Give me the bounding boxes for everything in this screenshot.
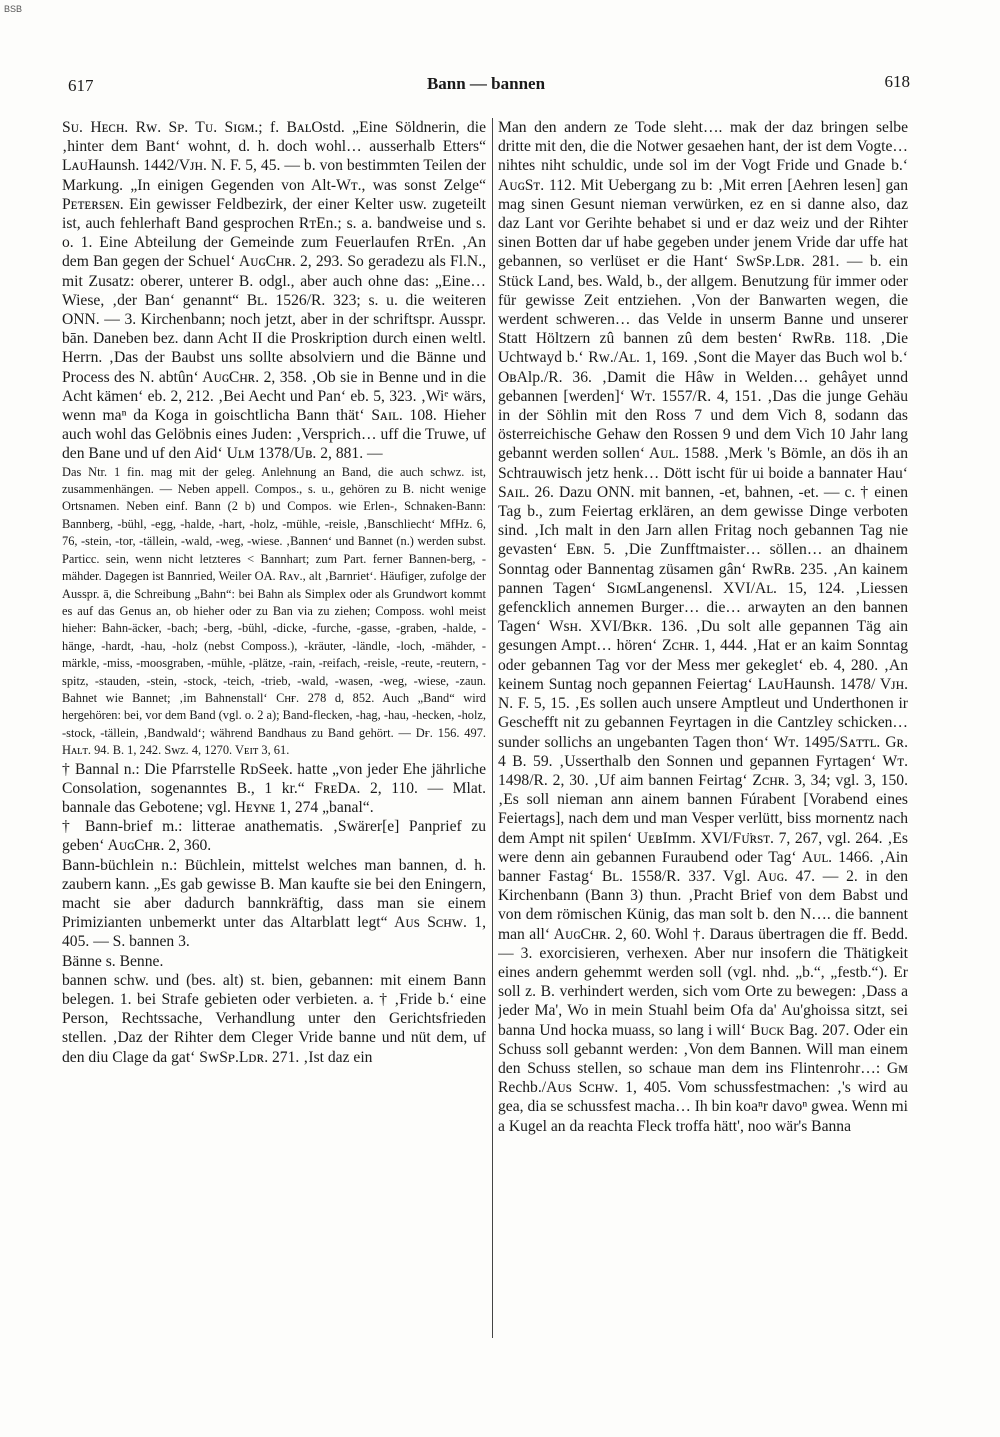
dictionary-paragraph: Bänne s. Benne. — [62, 952, 164, 970]
library-stamp: BSB — [4, 4, 23, 14]
page-number-right: 618 — [884, 72, 910, 91]
page-header — [62, 70, 910, 100]
dictionary-paragraph: Bann-büchlein n.: Büchlein, mittelst welches man bannen, d. h. zaubern kann. „Es gab gewisse B. Man kaufte sie bei den Eningern, macht sie aber dadurch bannkräftig, dass man sie einem Primizianten unbemerkt unter das Altarblatt legt“ Aᴜs Sᴄʜᴡ. 1, 405. — S. bannen 3. — [62, 856, 486, 951]
page-number-left: 617 — [68, 76, 94, 95]
dictionary-paragraph: bannen schw. und (bes. alt) st. bien, gebannen: mit einem Bann belegen. 1. bei Strafe gebieten oder verbieten. a. † ‚Fride b.‘ eine Person, Rechtssache, Verhandlung unter den Gerichtsfrieden stellen. ‚Daz der Rihter dem Cleger Vride banne und nüt dem, uf den diu Clage da gat‘ SᴡSᴘ.Lᴅʀ. 271. ‚Ist daz ein — [62, 971, 486, 1066]
footnote-paragraph: Das Ntr. 1 fin. mag mit der geleg. Anlehnung an Band, die auch schwz. ist, zusammenhängen. — Neben appell. Compos., s. u., gehören zu B. nicht wenige Ortsnamen. Neben einf. Bann (2 b) und Compos. wie Erlen-, Schnaken-Bann: Bannberg, -bühl, -egg, -halde, -hart, -holz, -mühle, -reisle, ‚Banschliecht‘ MfHz. 6, 76, -stein, -tor, -tällein, -wald, -weg, -wiese. ‚Bannen‘ und Bannet (n.) werden subst. Particc. sein, wenn nicht letzteres < Bannhart; zum Part. ferner Bannen-berg, -mähder. Dagegen ist Bannried, Weiler OA. Rᴀᴠ., alt ‚Barnriet‘. Häufiger, zufolge der Ausspr. ā, die Schreibung „Bahn“: bei Bahn als Simplex oder als Grundwort kommt es auf das Genus an, ob hieher oder zu Ban via zu ziehen; Composs. wohl meist hieher: Bahn-äcker, -bach; -berg, -bühl, -dicke, -furche, -gasse, -graben, -halde, -hänge, -hardt, -hau, -holz (nebst Composs.), -kräuter, -ländle, -loch, -mähder, -märkle, -miss, -moosgraben, -mühle, -plätze, -rain, -reifach, -reisle, -reute, -reutern, -spitz, -stauden, -stein, -stock, -teich, -trieb, -wald, -wasen, -weg, -wiese, -zaun. Bahnet wie Bannet; ‚im Bahnenstall‘ Cʜғ. 278 d, 852. Auch „Band“ wird hergehören: bei, vor dem Band (vgl. o. 2 a); Band-flecken, -hag, -hau, -hecken, -holz, -stock, -tällein, ‚Bandwald‘; während Bandhaus zu Band gehört. — Dғ. 156. 497. Hᴀʟᴛ. 94. B. 1, 242. Sᴡᴢ. 4, 1270. Vᴇɪᴛ 3, 61. — [62, 464, 486, 758]
dictionary-paragraph: Sᴜ. Hᴇᴄʜ. Rᴡ. Sᴘ. Tᴜ. Sɪɢᴍ.; f. BᴀʟOstd. „Eine Söldnerin, die ‚hinter dem Bant‘ wohnt, d. h. doch wohl… ausserhalb Etters“ LᴀᴜHaunsh. 1442/Vᴊʜ. N. F. 5, 45. — b. von bestimmten Teilen der Markung. „In einigen Gegenden von Alt-Wᴛ., was sonst Zelge“ Pᴇᴛᴇʀsᴇɴ. Ein gewisser Feldbezirk, der einer Kelter usw. zugeteilt ist, auch fehlerhaft Band gesprochen RᴛEn.; s. a. bandweise und s. o. 1. Eine Abteilung der Gemeinde zum Feuerlaufen RᴛEn. ‚An dem Ban gegen der Schuel‘ AᴜɢCʜʀ. 2, 293. So geradezu als Fl.N., mit Zusatz: oberer, unterer B. odgl., aber auch ohne das: „Eine… Wiese, ‚der Ban‘ genannt“ Bʟ. 1526/R. 323; s. u. die weiteren ONN. — 3. Kirchenbann; noch jetzt, aber in der schriftspr. Ausspr. bān. Daneben bez. dann Acht II die Proskription durch einen weltl. Herrn. ‚Das der Baubst uns sollte absolviern und die Bänne und Process des N. abtûn‘ AᴜɢCʜʀ. 2, 358. ‚Ob sie in Benne und in die Acht kämen‘ eb. 2, 212. ‚Bei Aecht und Pan‘ eb. 5, 323. ‚Wiᵉ wärs, wenn maⁿ da Koga in goischtlicha Bann thät‘ Sᴀɪʟ. 108. Hieher auch wohl das Gelöbnis eines Juden: ‚Versprich… uff die Truwe, uf den Bane und uf den Aid‘ Uʟᴍ 1378/Uʙ. 2, 881. — — [62, 119, 486, 463]
dictionary-paragraph: Man den andern ze Tode sleht…. mak der daz bringen selbe dritte mit den, die die Notwer gesaehen hant, der ist dem Vogte… nihtes niht schuldic, unde sol im der Vogt Fride und Gnade b.‘ AᴜɢSᴛ. 112. Mit Uebergang zu b: ‚Mit erren [Aehren lesen] gan mag sinen Gesunt nieman verwürken, ez en si danne also, daz daz Lant vor Gerihte behabet si und er daz weiz und der Rihter sinen Botten dar uf habe gegeben under jenem Vride dar uffe hat gebannen, so verlüset er die Hant‘ SᴡSᴘ.Lᴅʀ. 281. — b. ein Stück Land, bes. Wald, b., der allgem. Benutzung für immer oder für gewisse Zeit entziehen. ‚Von der Banwarten wegen, die werdent schweren… das Velde in unserm Banne und unserer Statt Höltzern zû bannen zû dem besten‘ RᴡRʙ. 118. ‚Die Uchtwayd b.‘ Rᴡ./Aʟ. 1, 169. ‚Sont die Mayer das Buch wol b.‘ OʙAlp./R. 36. ‚Damit die Hâw in Welden… gehâyet unnd gebannen [werden]‘ Wᴛ. 1557/R. 4, 151. ‚Das die junge Gehäu in der Söhlin mit den Ross 7 und dem Vich 8, sodann das österreichische Gehaw den Rossen 9 und dem Vich 10 Jahr lang gebannt werden sollen‘ Aᴜʟ. 1588. ‚Merk 's Bömle, an dös ih an Schtrauwisch jetz henk… Dött ischt für ui boide a bannater Hau‘ Sᴀɪʟ. 26. Dazu ONN. mit bannen, -et, bahnen, -et. — c. † einen Tag b., zum Feiertag erklären, an dem gewisse Dinge verboten sind. ‚Ich malt in den Jarn allen Fritag noch gebannen Tag nie gevasten‘ Eʙɴ. 5. ‚Die Zunfftmaister… söllen… an dhainem Sonntag oder Bannentag züsamen gân‘ RᴡRʙ. 235. ‚An kainem pannen Tagen‘ SɪɢᴍLangenensl. XVI/Aʟ. 15, 124. ‚Liessen gefencklich annemen Burger… die… arwayten an den bannen Tagen‘ Wsʜ. XVI/Bᴋʀ. 136. ‚Du solt alle gepannen Täg ain gesungen Ampt… hören‘ Zᴄʜʀ. 1, 444. ‚Hat er an kaim Sonntag oder gebannen Tag vor der Mess mer gekeglet‘ eb. 4, 280. ‚An keinem Suntag noch gepannen Feiertag‘ LᴀᴜHaunsh. 1478/ Vᴊʜ. N. F. 5, 15. ‚Es sollen auch unsere Amptleut und Underthonen ir Geschefft nit zu gebannen Feyrtagen in die Cantzley schicken… sunder sollichs an ungebanten Tagen thon‘ Wᴛ. 1495/Sᴀᴛᴛʟ. Gʀ. 4 B. 59. ‚Usserthalb den Sonnen und gepannen Fyrtagen‘ Wᴛ. 1498/R. 2, 30. ‚Uf aim bannen Feirtag‘ Zᴄʜʀ. 3, 34; vgl. 3, 150. ‚Es soll nieman ann ainem bannen Fúrabent [Vorabend eines Feiertags], nach dem und man Vesper verlütt, biss mornentz nach dem Ampt nit spilen‘ UᴇʙImm. XVI/Fᴜ̈ʀsᴛ. 7, 267, vgl. 264. ‚Es were denn ain gebannen Furaubend oder Tag‘ Aᴜʟ. 1466. ‚Ain banner Fastag‘ Bʟ. 1558/R. 337. Vgl. Aᴜɢ. 47. — 2. in den Kirchenbann (Bann 3) thun. ‚Pracht Brief von dem Babst und von dem römischen Künig, das man solt b. den N…. die bannent man all‘ AᴜɢCʜʀ. 2, 60. Wohl †. Daraus übertragen die ff. Bedd. — 3. exorcisieren, verhexen. Aber nur insofern die Thätigkeit eines andern gehemmt werden soll (vgl. nhd. „b.“, „festb.“). Er soll z. B. verhindert werden, sich vom Orte zu bewegen: ‚Dass a jeder Ma', Wo in mein Stuahl beim Ofa da' Au'ghoissa sitzt, sei banna Und hocka muass, so lang i will‘ Bᴜᴄᴋ Bag. 207. Oder ein Schuss soll gebannt werden: ‚Von dem Bannen. Will man einem den Schuss stellen, so schaue man dem ins Flintenrohr…: Gᴍ Rechb./Aᴜs Sᴄʜᴡ. 1, 405. Vom schussfestmachen: ‚'s wird au gea, dia se schussfest macha… Ih bin koaⁿr davoⁿ gwea. Wenn mi a Kugel an da reachta Fleck troffa hätt', noo wär's Banna — [498, 119, 908, 1135]
right-column — [498, 118, 908, 1342]
dictionary-paragraph: † Bann-brief m.: litterae anathematis. ‚Swärer[e] Panprief zu geben‘ AᴜɢCʜʀ. 2, 360. — [62, 818, 486, 855]
running-title: Bann — bannen — [426, 74, 546, 93]
dictionary-paragraph: † Bannal n.: Die Pfarrstelle RᴅSeek. hatte „von jeder Ehe jährliche Consolation, sogenanntes B., 1 kr.“ FʀᴇDᴀ. 2, 110. — Mlat. bannale das Gebotene; vgl. Hᴇʏɴᴇ 1, 274 „banal“. — [62, 760, 486, 816]
column-divider — [492, 118, 493, 1338]
left-column — [62, 118, 486, 1342]
